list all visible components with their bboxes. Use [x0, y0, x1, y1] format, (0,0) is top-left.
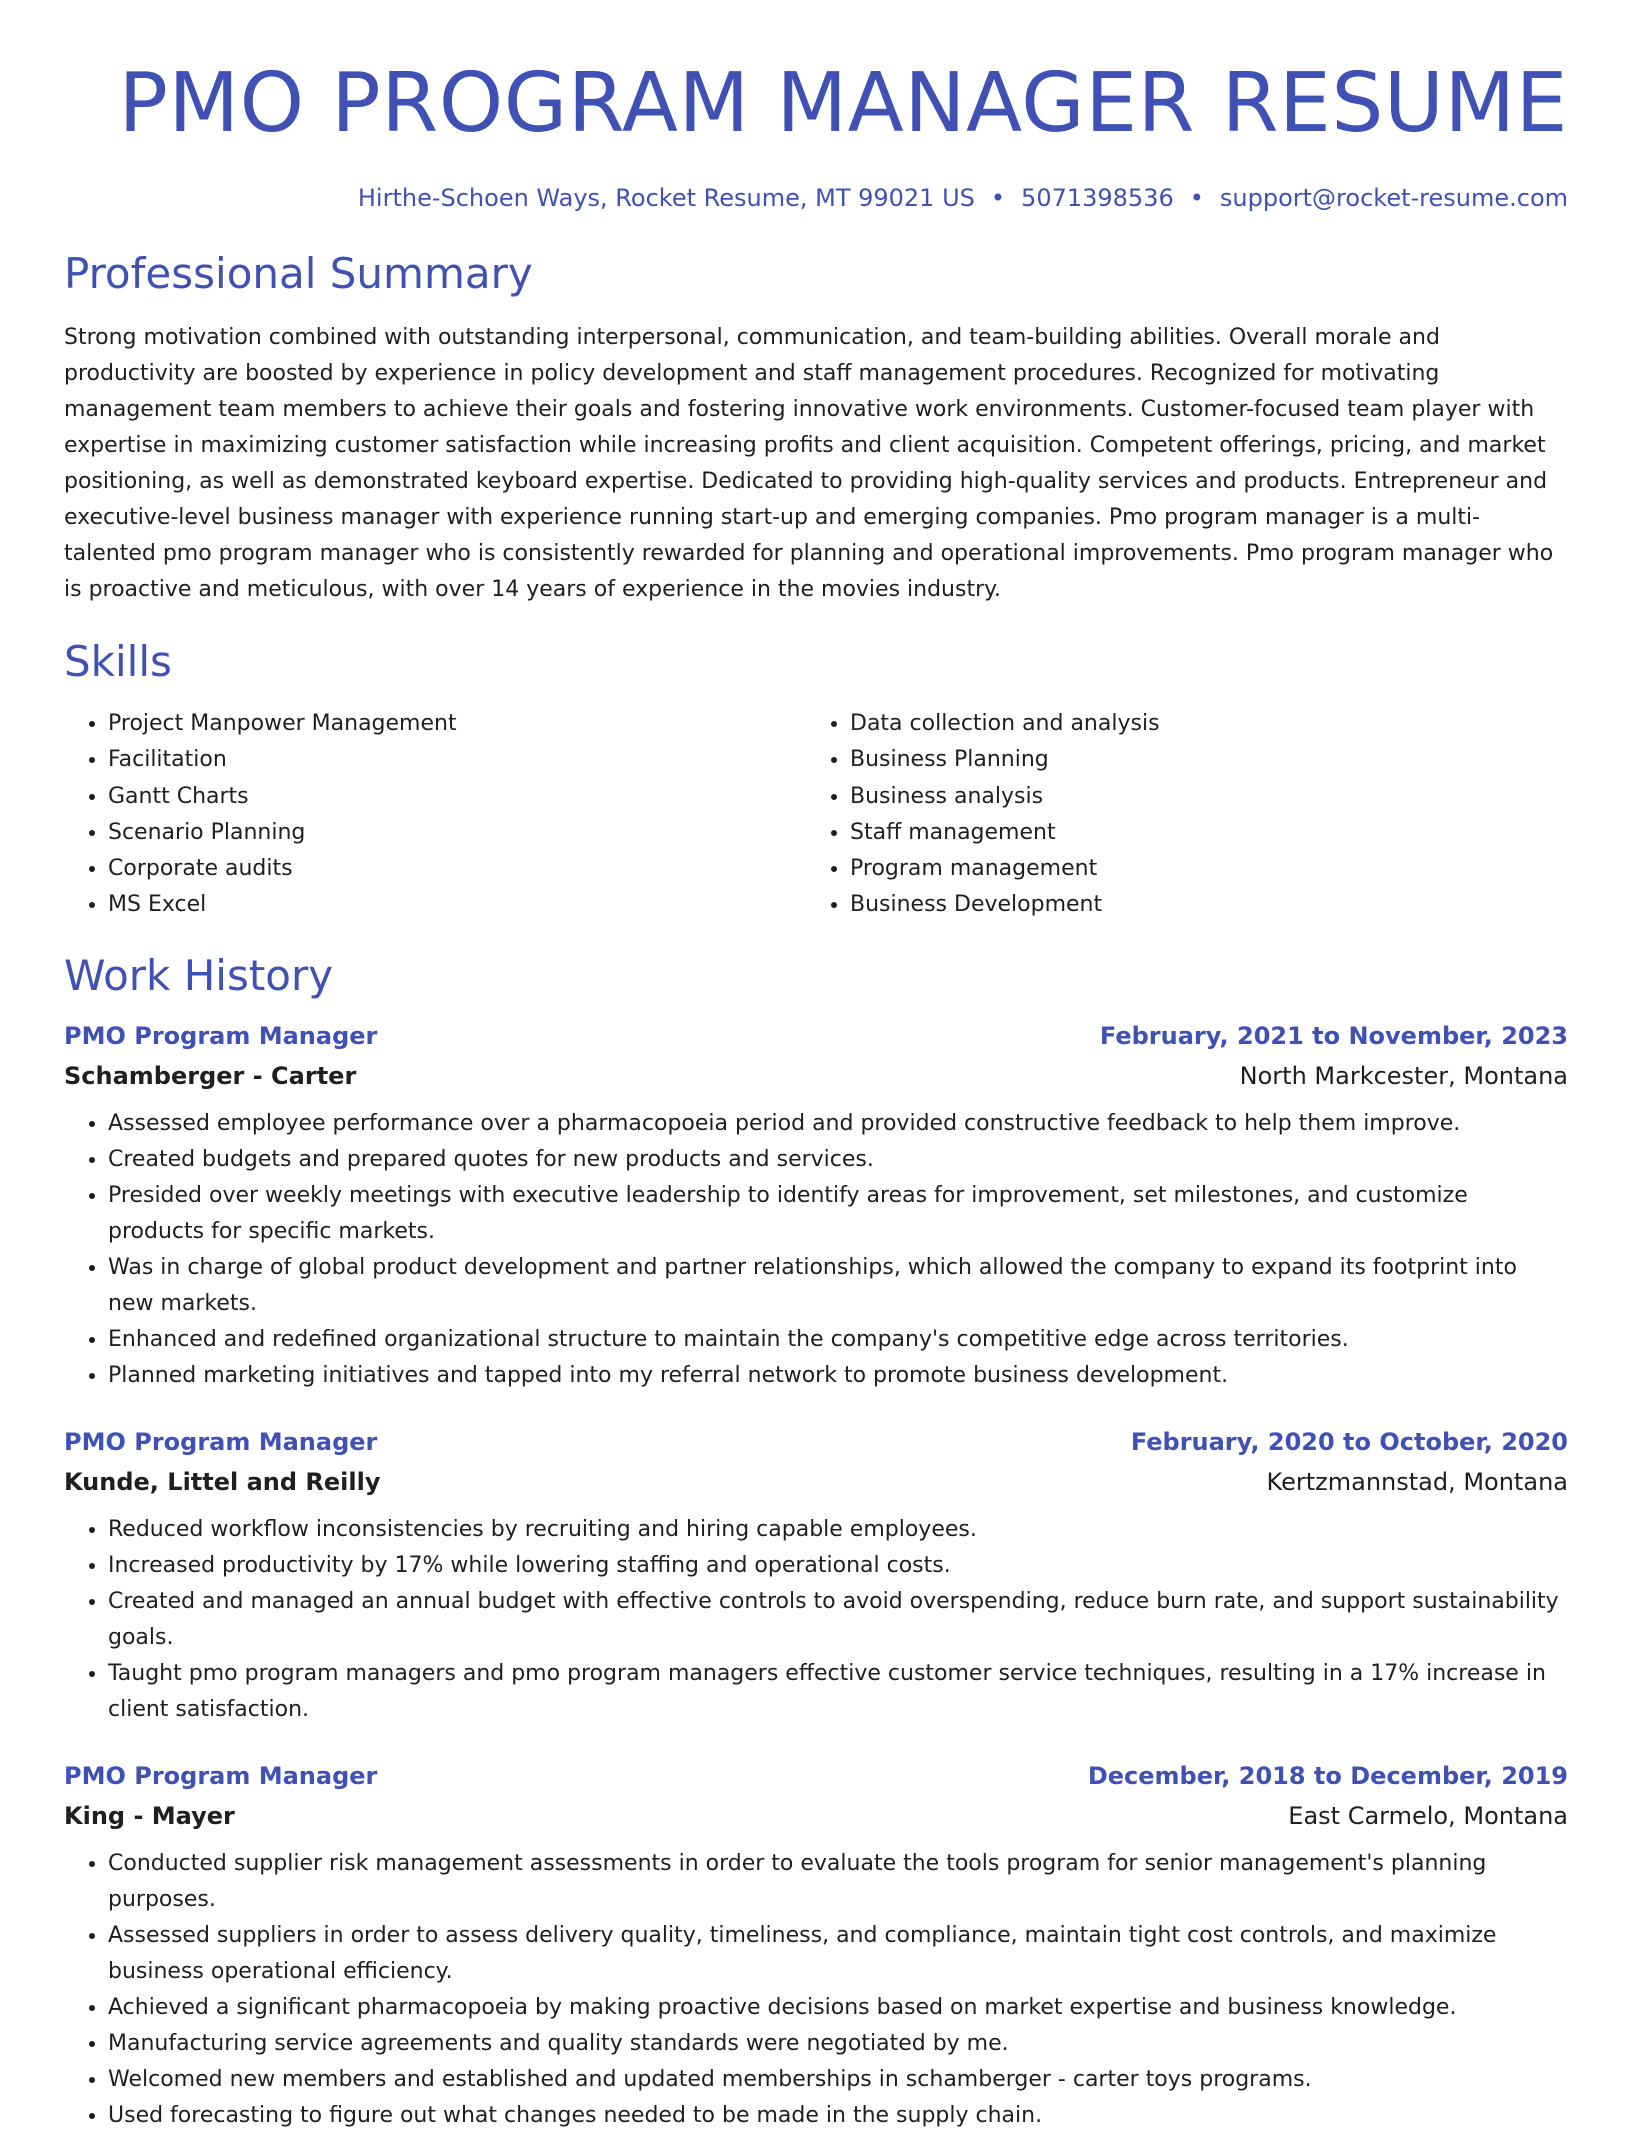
contact-separator: • [1189, 184, 1204, 212]
job-title: PMO Program Manager [64, 1761, 378, 1790]
job-company: Schamberger - Carter [64, 1061, 357, 1090]
job-location: Kertzmannstad, Montana [1266, 1467, 1568, 1496]
skill-item: • Data collection and analysis [850, 706, 1160, 742]
skills-grid [64, 706, 1568, 924]
job-bullet: • Assessed suppliers in order to assess delivery quality, timeliness, and compliance, maintain tight cost controls, and maximize business operational efficiency. [108, 1918, 1568, 1990]
job-dates: December, 2018 to December, 2019 [1087, 1761, 1568, 1790]
skill-item: • Gantt Charts [108, 779, 806, 815]
job-bullet: • Taught pmo program managers and pmo program managers effective customer service techniques, resulting in a 17% increase in client satisfaction. [108, 1656, 1568, 1728]
job-location: North Markcester, Montana [1239, 1061, 1568, 1090]
skills-section [64, 636, 1568, 924]
skill-item: • Scenario Planning [108, 815, 806, 851]
job-bullet: • Planned marketing initiatives and tapped into my referral network to promote business development. [108, 1358, 1568, 1394]
skill-item: • MS Excel [108, 887, 806, 923]
job-bullet: • Was in charge of global product development and partner relationships, which allowed the company to expand its footprint into new markets. [108, 1250, 1568, 1322]
job-dates: February, 2021 to November, 2023 [1099, 1021, 1568, 1050]
job-entry [64, 1756, 1568, 2134]
job-title: PMO Program Manager [64, 1427, 378, 1456]
job-bullet: • Welcomed new members and established and updated memberships in schamberger - carter toys programs. [108, 2062, 1568, 2098]
job-bullets [64, 1846, 1568, 2134]
job-title-row [64, 1016, 1568, 1056]
skill-item: • Staff management [850, 815, 1160, 851]
skills-list-left [64, 706, 806, 924]
resume-header [64, 56, 1568, 214]
resume-title: PMO PROGRAM MANAGER RESUME [118, 56, 1568, 151]
job-bullet: • Achieved a significant pharmacopoeia by making proactive decisions based on market expertise and business knowledge. [108, 1990, 1568, 2026]
job-bullet: • Created and managed an annual budget with effective controls to avoid overspending, reduce burn rate, and support sustainability goals. [108, 1584, 1568, 1656]
contact-line [64, 182, 1568, 214]
job-title: PMO Program Manager [64, 1021, 378, 1050]
job-bullet: • Presided over weekly meetings with executive leadership to identify areas for improvement, set milestones, and customize products for specific markets. [108, 1178, 1568, 1250]
skill-item: • Facilitation [108, 742, 806, 778]
job-bullets [64, 1512, 1568, 1728]
work-history-heading: Work History [64, 950, 334, 1000]
job-company-row [64, 1056, 1568, 1096]
skill-item: • Project Manpower Management [108, 706, 806, 742]
contact-email[interactable]: support@rocket-resume.com [1219, 184, 1568, 212]
job-location: East Carmelo, Montana [1288, 1801, 1568, 1830]
professional-summary-heading: Professional Summary [64, 249, 533, 298]
skill-item: • Corporate audits [108, 851, 806, 887]
contact-address: Hirthe-Schoen Ways, Rocket Resume, MT 99021 US [357, 184, 975, 212]
work-history-section [64, 950, 1568, 2134]
job-bullets [64, 1106, 1568, 1394]
skills-heading: Skills [64, 637, 172, 686]
contact-phone[interactable]: 5071398536 [1021, 184, 1174, 212]
job-company: Kunde, Littel and Reilly [64, 1467, 381, 1496]
skill-item: • Business Planning [850, 742, 1160, 778]
job-company: King - Mayer [64, 1801, 235, 1830]
job-entry [64, 1422, 1568, 1728]
job-bullet: • Conducted supplier risk management assessments in order to evaluate the tools program for senior management's planning purposes. [108, 1846, 1568, 1918]
job-dates: February, 2020 to October, 2020 [1130, 1427, 1568, 1456]
contact-separator: • [990, 184, 1006, 212]
job-title-row [64, 1422, 1568, 1462]
job-bullet: • Created budgets and prepared quotes for new products and services. [108, 1142, 1568, 1178]
job-entry [64, 1016, 1568, 1394]
job-bullet: • Used forecasting to figure out what changes needed to be made in the supply chain. [108, 2098, 1568, 2134]
skill-item: • Program management [850, 851, 1160, 887]
job-company-row [64, 1796, 1568, 1836]
skills-list-right [806, 706, 1160, 924]
job-company-row [64, 1462, 1568, 1502]
job-bullet: • Assessed employee performance over a pharmacopoeia period and provided constructive feedback to help them improve. [108, 1106, 1568, 1142]
job-bullet: • Increased productivity by 17% while lowering staffing and operational costs. [108, 1548, 1568, 1584]
job-title-row [64, 1756, 1568, 1796]
professional-summary-section [64, 248, 1568, 608]
job-bullet: • Manufacturing service agreements and quality standards were negotiated by me. [108, 2026, 1568, 2062]
skill-item: • Business Development [850, 887, 1160, 923]
job-bullet: • Enhanced and redefined organizational structure to maintain the company's competitive edge across territories. [108, 1322, 1568, 1358]
skill-item: • Business analysis [850, 779, 1160, 815]
job-bullet: • Reduced workflow inconsistencies by recruiting and hiring capable employees. [108, 1512, 1568, 1548]
professional-summary-text: Strong motivation combined with outstanding interpersonal, communication, and team-building abilities. Overall morale and productivity are boosted by experience in policy development and staff management procedures. Recognized for motivating management team members to achieve their goals and fostering innovative work environments. Customer-focused team player with expertise in maximizing customer satisfaction while increasing profits and client acquisition. Competent offerings, pricing, and market positioning, as well as demonstrated keyboard expertise. Dedicated to providing high-quality services and products. Entrepreneur and executive-level business manager with experience running start-up and emerging companies. Pmo program manager is a multi-talented pmo program manager who is consistently rewarded for planning and operational improvements. Pmo program manager who is proactive and meticulous, with over 14 years of experience in the movies industry. [64, 325, 1554, 602]
